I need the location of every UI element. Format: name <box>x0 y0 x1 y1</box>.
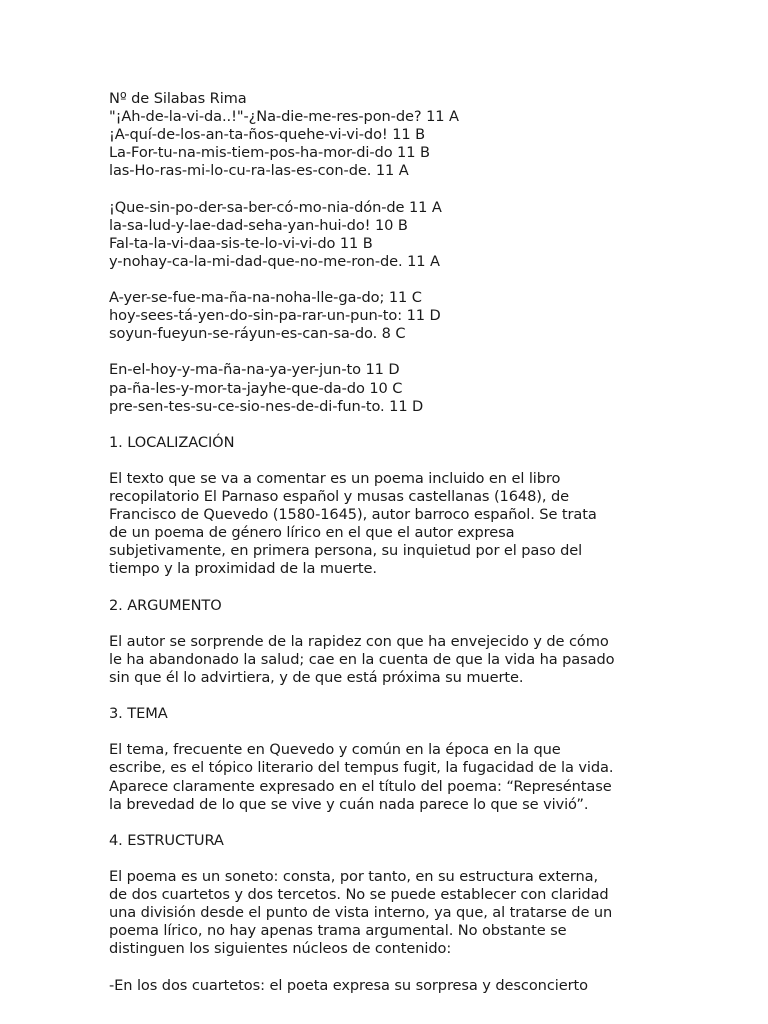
verse-line: En-el-hoy-y-ma-ña-na-ya-yer-jun-to 11 D <box>109 361 400 379</box>
verse-line: ¡A-quí-de-los-an-ta-ños-quehe-vi-vi-do! 11 B <box>109 126 426 144</box>
spacer <box>109 271 669 289</box>
spacer <box>109 615 669 633</box>
verse-line: hoy-sees-tá-yen-do-sin-pa-rar-un-pun-to: 11 D <box>109 307 441 325</box>
paragraph-line: sin que él lo advirtiera, y de que está próxima su muerte. <box>109 669 524 686</box>
spacer <box>109 180 669 198</box>
paragraph-line: El autor se sorprende de la rapidez con que ha envejecido y de cómo <box>109 632 609 650</box>
stanza-4 <box>109 361 669 415</box>
paragraph-localizacion <box>109 470 669 579</box>
spacer <box>109 959 669 977</box>
section-heading-estructura: 4. ESTRUCTURA <box>109 831 224 849</box>
spacer <box>109 850 669 868</box>
paragraph-tema <box>109 741 669 813</box>
verse-line: la-sa-lud-y-lae-dad-seha-yan-hui-do! 10 B <box>109 216 408 234</box>
verse-line: La-For-tu-na-mis-tiem-pos-ha-mor-di-do 11 B <box>109 144 430 162</box>
paragraph-line: El texto que se va a comentar es un poema incluido en el libro <box>109 469 561 487</box>
paragraph-line: la brevedad de lo que se vive y cuán nada parece lo que se vivió”. <box>109 795 589 813</box>
verse-line: y-nohay-ca-la-mi-dad-que-no-me-ron-de. 11 A <box>109 252 440 270</box>
paragraph-line: distinguen los siguientes núcleos de contenido: <box>109 940 452 958</box>
spacer <box>109 343 669 361</box>
paragraph-argumento <box>109 633 669 687</box>
verse-line: A-yer-se-fue-ma-ña-na-noha-lle-ga-do; 11 C <box>109 289 422 307</box>
document-page <box>109 90 669 995</box>
section-heading-tema: 3. TEMA <box>109 705 168 723</box>
stanza-1 <box>109 108 669 180</box>
verse-line: pre-sen-tes-su-ce-sio-nes-de-di-fun-to. 11 D <box>109 397 424 415</box>
table-header: Nº de Silabas Rima <box>109 90 247 107</box>
section-heading-localizacion: 1. LOCALIZACIÓN <box>109 433 235 451</box>
paragraph-line: tiempo y la proximidad de la muerte. <box>109 560 377 578</box>
spacer <box>109 814 669 832</box>
verse-line: "¡Ah-de-la-vi-da..!"-¿Na-die-me-res-pon-de? 11 A <box>109 108 459 126</box>
paragraph-line: escribe, es el tópico literario del tempus fugit, la fugacidad de la vida. <box>109 759 614 777</box>
verse-line: soyun-fueyun-se-ráyun-es-can-sa-do. 8 C <box>109 325 406 343</box>
paragraph-line: una división desde el punto de vista interno, ya que, al tratarse de un <box>109 904 613 922</box>
paragraph-line: de un poema de género lírico en el que el autor expresa <box>109 524 515 542</box>
stanza-2 <box>109 199 669 271</box>
paragraph-line: poema lírico, no hay apenas trama argumental. No obstante se <box>109 922 567 940</box>
bullet-line: -En los dos cuartetos: el poeta expresa su sorpresa y desconcierto <box>109 976 588 994</box>
paragraph-line: El poema es un soneto: consta, por tanto, en su estructura externa, <box>109 868 599 886</box>
spacer <box>109 452 669 470</box>
spacer <box>109 579 669 597</box>
paragraph-line: de dos cuartetos y dos tercetos. No se puede establecer con claridad <box>109 886 609 904</box>
paragraph-line: le ha abandonado la salud; cae en la cuenta de que la vida ha pasado <box>109 650 615 668</box>
spacer <box>109 723 669 741</box>
verse-line: pa-ña-les-y-mor-ta-jayhe-que-da-do 10 C <box>109 379 403 397</box>
paragraph-line: Francisco de Quevedo (1580-1645), autor barroco español. Se trata <box>109 506 597 524</box>
paragraph-line: recopilatorio El Parnaso español y musas castellanas (1648), de <box>109 488 570 506</box>
verse-line: las-Ho-ras-mi-lo-cu-ra-las-es-con-de. 11 A <box>109 162 409 180</box>
verse-line: ¡Que-sin-po-der-sa-ber-có-mo-nia-dón-de 11 A <box>109 198 442 216</box>
stanza-3 <box>109 289 669 343</box>
paragraph-line: Aparece claramente expresado en el título del poema: “Represéntase <box>109 777 612 795</box>
spacer <box>109 687 669 705</box>
paragraph-estructura <box>109 868 669 958</box>
section-heading-argumento: 2. ARGUMENTO <box>109 596 222 614</box>
paragraph-line: El tema, frecuente en Quevedo y común en la época en la que <box>109 741 561 759</box>
paragraph-line: subjetivamente, en primera persona, su inquietud por el paso del <box>109 542 583 560</box>
verse-line: Fal-ta-la-vi-daa-sis-te-lo-vi-vi-do 11 B <box>109 234 373 252</box>
spacer <box>109 416 669 434</box>
